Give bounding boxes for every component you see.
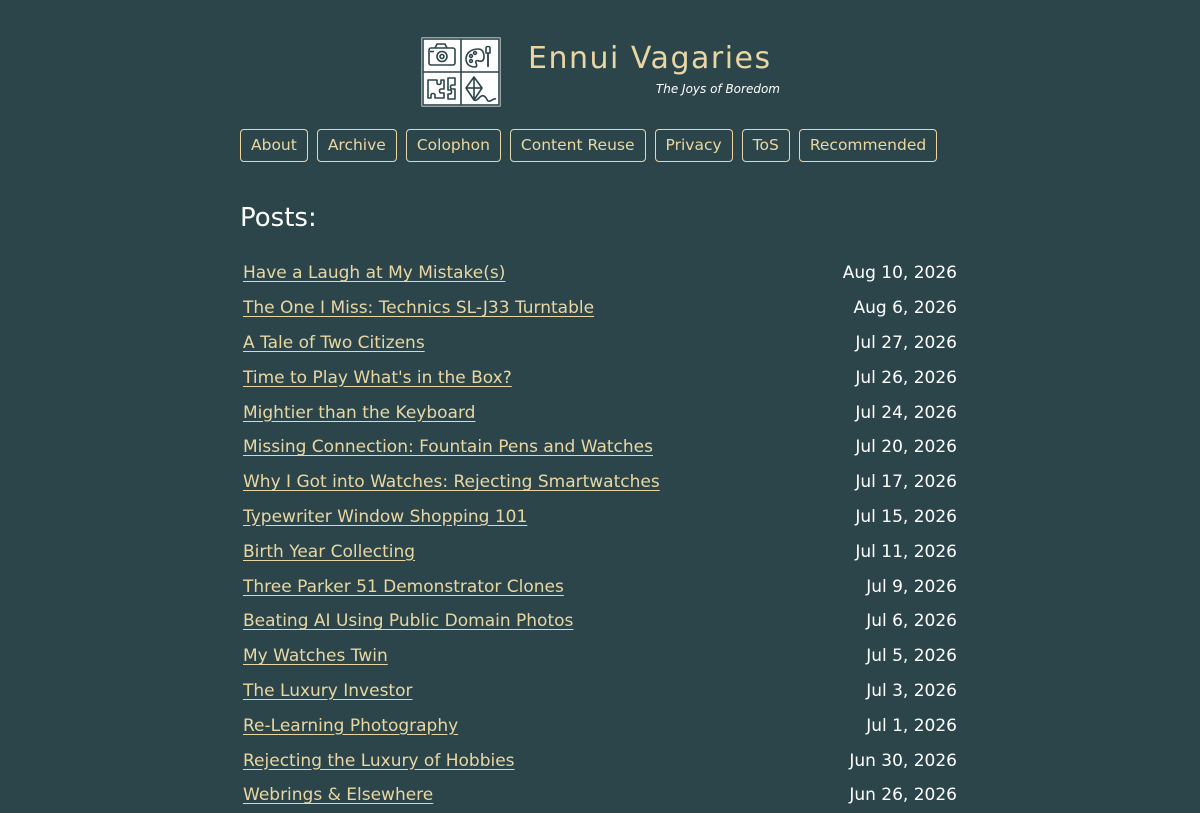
post-row	[243, 569, 957, 604]
post-row	[243, 326, 957, 361]
post-row	[243, 256, 957, 291]
post-date: Jun 26, 2026	[849, 785, 957, 806]
post-row	[243, 674, 957, 709]
nav-tos[interactable]: ToS	[742, 129, 790, 162]
post-row	[243, 360, 957, 395]
post-date: Jun 30, 2026	[849, 750, 957, 771]
post-row	[243, 395, 957, 430]
post-link[interactable]: My Watches Twin	[243, 646, 388, 667]
post-row	[243, 604, 957, 639]
post-date: Jul 17, 2026	[855, 472, 957, 493]
post-date: Jul 20, 2026	[855, 437, 957, 458]
post-link[interactable]: A Tale of Two Citizens	[243, 332, 425, 353]
post-date: Jul 6, 2026	[866, 611, 957, 632]
post-link[interactable]: Why I Got into Watches: Rejecting Smartwatches	[243, 472, 660, 493]
post-row	[243, 465, 957, 500]
nav-recommended[interactable]: Recommended	[799, 129, 937, 162]
post-link[interactable]: Re-Learning Photography	[243, 715, 459, 736]
post-date: Aug 6, 2026	[853, 298, 957, 319]
post-date: Jul 5, 2026	[866, 646, 957, 667]
post-date: Jul 11, 2026	[855, 541, 957, 562]
nav-content-reuse[interactable]: Content Reuse	[510, 129, 646, 162]
post-link[interactable]: The One I Miss: Technics SL-J33 Turntable	[243, 298, 595, 319]
post-date: Jul 9, 2026	[866, 576, 957, 597]
post-date: Aug 10, 2026	[842, 263, 957, 284]
post-link[interactable]: Missing Connection: Fountain Pens and Watches	[243, 437, 653, 458]
main-nav	[240, 129, 937, 162]
post-row	[243, 743, 957, 778]
post-row	[243, 291, 957, 326]
post-date: Jul 24, 2026	[855, 402, 957, 423]
post-date: Jul 1, 2026	[866, 715, 957, 736]
post-row	[243, 639, 957, 674]
posts-list	[243, 256, 957, 813]
posts-heading: Posts:	[240, 203, 317, 233]
post-row	[243, 534, 957, 569]
post-link[interactable]: Time to Play What's in the Box?	[243, 367, 512, 388]
post-link[interactable]: Three Parker 51 Demonstrator Clones	[243, 576, 564, 597]
post-date: Jul 26, 2026	[855, 367, 957, 388]
site-title[interactable]: Ennui Vagaries	[528, 41, 772, 76]
post-link[interactable]: Rejecting the Luxury of Hobbies	[243, 750, 515, 771]
site-header	[419, 36, 789, 110]
site-tagline: The Joys of Boredom	[655, 82, 780, 96]
post-date: Jul 3, 2026	[866, 680, 957, 701]
post-link[interactable]: Typewriter Window Shopping 101	[243, 506, 528, 527]
post-link[interactable]: Beating AI Using Public Domain Photos	[243, 611, 574, 632]
site-logo[interactable]	[420, 36, 502, 108]
nav-colophon[interactable]: Colophon	[406, 129, 501, 162]
post-row	[243, 708, 957, 743]
post-link[interactable]: The Luxury Investor	[243, 680, 413, 701]
nav-privacy[interactable]: Privacy	[655, 129, 733, 162]
post-link[interactable]: Have a Laugh at My Mistake(s)	[243, 263, 506, 284]
nav-about[interactable]: About	[240, 129, 308, 162]
post-row	[243, 430, 957, 465]
post-row	[243, 500, 957, 535]
post-row	[243, 778, 957, 813]
nav-archive[interactable]: Archive	[317, 129, 397, 162]
post-date: Jul 27, 2026	[855, 332, 957, 353]
post-link[interactable]: Birth Year Collecting	[243, 541, 416, 562]
post-link[interactable]: Mightier than the Keyboard	[243, 402, 476, 423]
post-link[interactable]: Webrings & Elsewhere	[243, 785, 434, 806]
post-date: Jul 15, 2026	[855, 506, 957, 527]
